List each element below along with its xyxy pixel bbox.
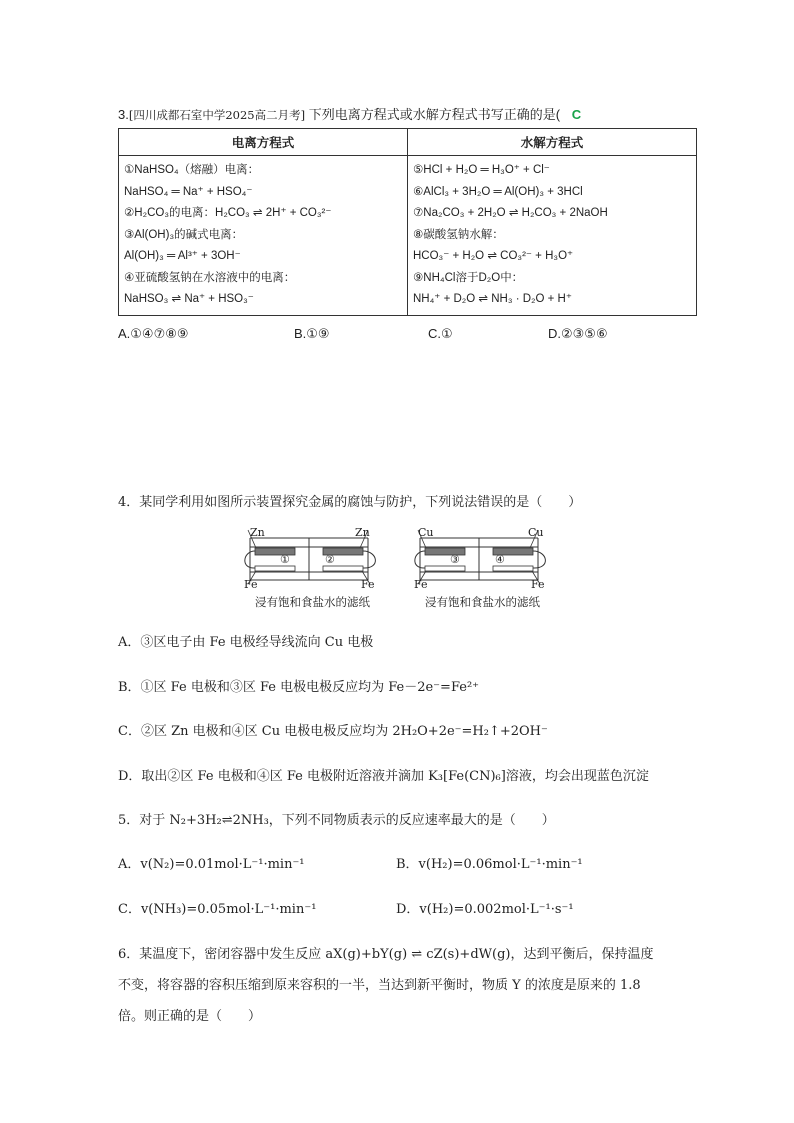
ionization-line: NaHSO₄ ═ Na⁺ + HSO₄⁻ xyxy=(124,185,253,198)
label-fe-bottom-right: Fe xyxy=(361,578,375,591)
hydrolysis-line: ⑤HCl + H₂O ═ H₃O⁺ + Cl⁻ xyxy=(413,164,550,176)
label-cu-top-left: Cu xyxy=(418,526,434,539)
q3-option-b[interactable]: B.①⑨ xyxy=(294,326,330,341)
q4-option-a[interactable]: A．③区电子由 Fe 电极经导线流向 Cu 电极 xyxy=(118,635,374,650)
hydrolysis-cell xyxy=(408,156,697,316)
right-figure-caption: 浸有饱和食盐水的滤纸 xyxy=(425,595,540,609)
zone-4-label: ④ xyxy=(495,553,505,566)
q4-option-d[interactable]: D．取出②区 Fe 电极和④区 Fe 电极附近溶液并滴加 K₃[Fe(CN)₆]溶液，均会出现蓝色沉淀 xyxy=(118,769,649,784)
q3-option-d[interactable]: D.②③⑤⑥ xyxy=(548,326,608,341)
hydrolysis-line: ⑨NH₄Cl溶于D₂O中： xyxy=(413,271,524,284)
ionization-cell xyxy=(119,156,408,316)
hydrolysis-line: ⑧碳酸氢钠水解： xyxy=(413,228,504,241)
q3-stem: 下列电离方程式或水解方程式书写正确的是( xyxy=(308,107,561,122)
q4-option-b[interactable]: B．①区 Fe 电极和③区 Fe 电极电极反应均为 Fe－2e⁻=Fe²⁺ xyxy=(118,680,480,695)
q3-option-a[interactable]: A.①④⑦⑧⑨ xyxy=(118,326,189,341)
label-fe-bottom-left-2: Fe xyxy=(414,578,428,591)
q3-stem-line xyxy=(118,104,581,123)
zone-3-label: ③ xyxy=(450,553,460,566)
q3-option-c[interactable]: C.① xyxy=(428,326,453,341)
ionization-line: ③Al(OH)₃的碱式电离： xyxy=(124,228,244,241)
q4-option-c[interactable]: C．②区 Zn 电极和④区 Cu 电极电极反应均为 2H₂O+2e⁻=H₂↑+2OH⁻ xyxy=(118,724,548,739)
q5-stem: 5．对于 N₂+3H₂⇌2NH₃，下列不同物质表示的反应速率最大的是（ ） xyxy=(118,813,555,828)
hydrolysis-line: ⑥AlCl₃ + 3H₂O ═ Al(OH)₃ + 3HCl xyxy=(413,185,583,198)
label-fe-bottom-right-2: Fe xyxy=(531,578,545,591)
q5-option-c[interactable]: C．v(NH₃)=0.05mol·L⁻¹·min⁻¹ xyxy=(118,902,317,917)
q5-option-d[interactable]: D．v(H₂)=0.002mol·L⁻¹·s⁻¹ xyxy=(396,902,574,917)
q6-line-2: 不变，将容器的容积压缩到原来容积的一半，当达到新平衡时，物质 Y 的浓度是原来的 1.8 xyxy=(118,978,641,993)
q3-source: [四川成都石室中学2025高二月考] xyxy=(128,108,306,122)
q3-number: 3. xyxy=(118,107,129,122)
q4-stem: 4．某同学利用如图所示装置探究金属的腐蚀与防护，下列说法错误的是（ ） xyxy=(118,495,582,510)
q5-option-b[interactable]: B．v(H₂)=0.06mol·L⁻¹·min⁻¹ xyxy=(396,857,583,872)
q5-option-a[interactable]: A．v(N₂)=0.01mol·L⁻¹·min⁻¹ xyxy=(118,857,305,872)
label-zn-top-right: Zn xyxy=(355,526,370,539)
ionization-line: NaHSO₃ ⇌ Na⁺ + HSO₃⁻ xyxy=(124,293,254,305)
q3-options xyxy=(0,326,794,346)
zone-2-label: ② xyxy=(325,553,335,566)
hydrolysis-line: NH₄⁺ + D₂O ⇌ NH₃ · D₂O + H⁺ xyxy=(413,293,572,305)
ionization-line: ④亚硫酸氢钠在水溶液中的电离： xyxy=(124,271,296,284)
label-cu-top-right: Cu xyxy=(528,526,544,539)
label-fe-bottom-left: Fe xyxy=(244,578,258,591)
header-hydrolysis: 水解方程式 xyxy=(408,129,697,156)
q3-answer-mark: C xyxy=(571,107,582,122)
hydrolysis-line: HCO₃⁻ + H₂O ⇌ CO₃²⁻ + H₃O⁺ xyxy=(413,250,574,262)
ionization-line: ①NaHSO₄（熔融）电离： xyxy=(124,164,260,176)
header-ionization: 电离方程式 xyxy=(119,129,408,156)
ionization-line: Al(OH)₃ ═ Al³⁺ + 3OH⁻ xyxy=(124,250,241,262)
left-figure-caption: 浸有饱和食盐水的滤纸 xyxy=(255,595,370,609)
q6-line-1: 6．某温度下，密闭容器中发生反应 aX(g)+bY(g) ⇌ cZ(s)+dW(g)，达到平衡后，保持温度 xyxy=(118,947,654,962)
ionization-line: ②H₂CO₃的电离：H₂CO₃ ⇌ 2H⁺ + CO₃²⁻ xyxy=(124,207,332,219)
equation-table xyxy=(118,128,697,316)
hydrolysis-line: ⑦Na₂CO₃ + 2H₂O ⇌ H₂CO₃ + 2NaOH xyxy=(413,207,608,219)
zone-1-label: ① xyxy=(280,553,290,566)
label-zn-top-left: Zn xyxy=(250,526,265,539)
q6-line-3: 倍。则正确的是（ ） xyxy=(118,1009,262,1024)
